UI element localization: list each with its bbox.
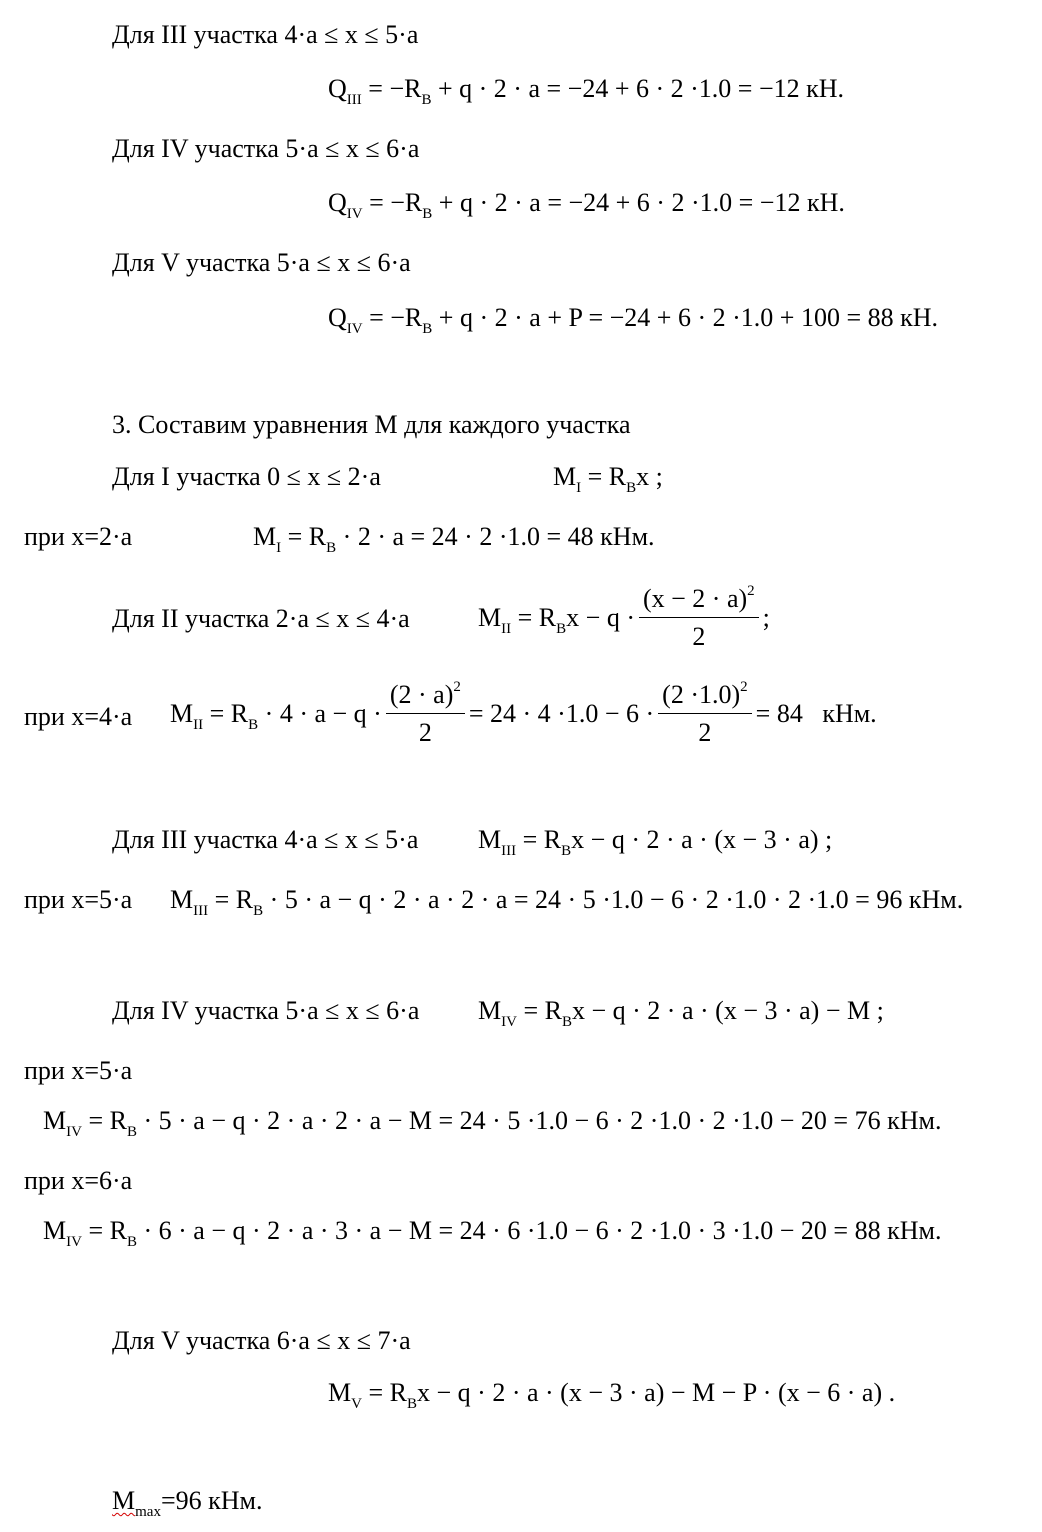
m-section-I-header: Для I участка 0 ≤ x ≤ 2·a (112, 462, 381, 491)
q5-equation: $Q_{IV} = -R_B + q \cdot 2 \cdot a + P = -24 + 6 \cdot 2 \cdot 1.0 + 100 = 88$ кН. (328, 303, 939, 337)
step-3-heading: 3. Составим уравнения M для каждого участка (112, 410, 631, 439)
m1-value-equation: $M_I = R_B \cdot 2 \cdot a = 24 \cdot 2 \cdot 1.0 = 48$ кНм. (253, 522, 655, 556)
q3-equation: $Q_{III} = -R_B + q \cdot 2 \cdot a = -24 + 6 \cdot 2 \cdot 1.0 = -12$ кН. (328, 74, 845, 108)
at-x-5a-label-2: при x=5·a (24, 1056, 133, 1085)
m-max-symbol: $M_{max}$ (112, 1486, 161, 1520)
section-IV-header: Для IV участка 5·a ≤ x ≤ 6·a (112, 134, 420, 163)
section-III-header: Для III участка 4·a ≤ x ≤ 5·a (112, 20, 419, 49)
m2b-fraction-2: $\frac{(2 \cdot 1.0)^2}{2}$ (658, 680, 751, 748)
m2b-fraction-1: $\frac{(2 \cdot a)^2}{2}$ (386, 680, 465, 748)
at-x-6a-label: при x=6·a (24, 1166, 133, 1195)
q4-equation: $Q_{IV} = -R_B + q \cdot 2 \cdot a = -24 + 6 \cdot 2 \cdot 1.0 = -12$ кН. (328, 188, 845, 222)
m4-value-equation-5a: $M_{IV} = R_B \cdot 5 \cdot a - q \cdot 2 \cdot a \cdot 2 \cdot a - M = 24 \cdot 5 \cdot 1.0 - 6 \cdot 2 \cdot 1.0 \cdot 2 \cdot 1.0 - 20 = 76$ кНм. (43, 1106, 942, 1140)
m3-value-equation: $M_{III} = R_B \cdot 5 \cdot a - q \cdot 2 \cdot a \cdot 2 \cdot a = 24 \cdot 5 \cdot 1.0 - 6 \cdot 2 \cdot 1.0 \cdot 2 \cdot 1.0 = 96$ кНм. (170, 885, 964, 919)
m3-equation: $M_{III} = R_Bx - q \cdot 2 \cdot a \cdot (x - 3 \cdot a)$ ; (478, 825, 833, 859)
m1-equation: $M_I = R_Bx$ ; (553, 462, 663, 496)
m-section-II-header: Для II участка 2·a ≤ x ≤ 4·a (112, 604, 410, 633)
m2-fraction: $\frac{(x - 2 \cdot a)^2}{2}$ (639, 584, 759, 652)
at-x-2a-label: при x=2·a (24, 522, 133, 551)
m-section-V-header: Для V участка 6·a ≤ x ≤ 7·a (112, 1326, 411, 1355)
m-section-IV-header: Для IV участка 5·a ≤ x ≤ 6·a (112, 996, 420, 1025)
m2-value-equation: $M_{II} = R_B \cdot 4 \cdot a - q$ · $\frac{(2 \cdot a)^2}{2}$ = 24 · 4 ·1.0 − 6 · $\frac{(2 \cdot 1.0)^2}{2}$ = 84 кНм. (170, 679, 877, 747)
m-section-III-header: Для III участка 4·a ≤ x ≤ 5·a (112, 825, 419, 854)
m4-value-equation-6a: $M_{IV} = R_B \cdot 6 \cdot a - q \cdot 2 \cdot a \cdot 3 \cdot a - M = 24 \cdot 6 \cdot 1.0 - 6 \cdot 2 \cdot 1.0 \cdot 3 \cdot 1.0 - 20 = 88$ кНм. (43, 1216, 942, 1250)
m-max-result: $M_{max}=96$ кНм. (112, 1486, 263, 1520)
at-x-4a-label: при x=4·a (24, 702, 133, 731)
m2-equation: $M_{II} = R_Bx - q$ · $\frac{(x - 2 \cdot a)^2}{2}$ ; (478, 583, 770, 651)
m5-equation: $M_V = R_Bx - q \cdot 2 \cdot a \cdot (x - 3 \cdot a) - M - P \cdot (x - 6 \cdot a)$ . (328, 1378, 896, 1412)
section-V-header: Для V участка 5·a ≤ x ≤ 6·a (112, 248, 411, 277)
m4-equation: $M_{IV} = R_Bx - q \cdot 2 \cdot a \cdot (x - 3 \cdot a) - M$ ; (478, 996, 884, 1030)
at-x-5a-label: при x=5·a (24, 885, 133, 914)
